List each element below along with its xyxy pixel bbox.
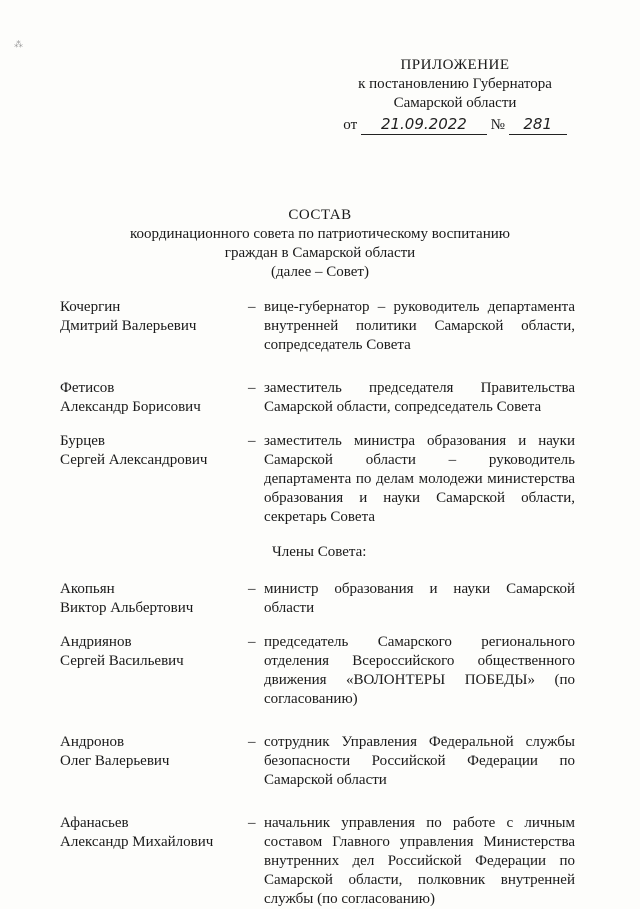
dash: –: [248, 433, 256, 449]
dash: –: [248, 581, 256, 597]
members-heading: Члены Совета:: [272, 544, 367, 560]
member-role: председатель Самарского регионального отделения Всероссийского общественного движения «ВОЛОНТЕРЫ ПОБЕДЫ» (по согласованию): [264, 634, 575, 707]
member-row: [60, 298, 575, 355]
number-label: №: [490, 117, 505, 133]
heading-title: СОСТАВ: [288, 207, 352, 223]
member-name: Бурцев Сергей Александрович: [60, 433, 208, 468]
member-role: сотрудник Управления Федеральной службы безопасности Российской Федерации по Самарской области: [264, 734, 575, 788]
member-role: министр образования и науки Самарской области: [264, 581, 575, 616]
member-name: Андронов Олег Валерьевич: [60, 734, 170, 769]
member-name: Фетисов Александр Борисович: [60, 380, 201, 415]
member-row: [60, 379, 575, 417]
document-heading: [60, 206, 580, 282]
council-composition: [60, 298, 575, 909]
scan-mark: ⁂: [14, 40, 23, 50]
dash: –: [248, 815, 256, 831]
member-row: [60, 580, 575, 618]
member-role: заместитель министра образования и науки Самарской области – руководитель департамента по делам молодежи министерства образования и науки Самарской области, секретарь Совета: [264, 433, 575, 525]
decree-date-number: [340, 115, 570, 135]
dash: –: [248, 380, 256, 396]
heading-line-2: граждан в Самарской области: [224, 245, 416, 261]
member-name: Андриянов Сергей Васильевич: [60, 634, 184, 669]
appendix-line-2: Самарской области: [393, 95, 517, 111]
appendix-title: ПРИЛОЖЕНИЕ: [400, 57, 510, 73]
member-row: [60, 633, 575, 709]
member-name: Акопьян Виктор Альбертович: [60, 581, 194, 616]
dash: –: [248, 734, 256, 750]
appendix-block: [340, 56, 570, 135]
member-row: [60, 814, 575, 909]
member-role: вице-губернатор – руководитель департамента внутренней политики Самарской области, сопредседатель Совета: [264, 299, 575, 353]
from-label: от: [343, 117, 358, 133]
appendix-line-1: к постановлению Губернатора: [358, 76, 552, 92]
handwritten-number: 281: [509, 115, 567, 135]
dash: –: [248, 299, 256, 315]
member-name: Кочергин Дмитрий Валерьевич: [60, 299, 197, 334]
heading-line-1: координационного совета по патриотическому воспитанию: [130, 226, 510, 242]
member-row: [60, 733, 575, 790]
member-name: Афанасьев Александр Михайлович: [60, 815, 214, 850]
heading-line-3: (далее – Совет): [271, 264, 369, 280]
member-role: начальник управления по работе с личным составом Главного управления Министерства внутренних дел Российской Федерации по Самарской области, полковник внутренней службы (по согласованию): [264, 815, 575, 907]
handwritten-date: 21.09.2022: [361, 115, 487, 135]
member-role: заместитель председателя Правительства Самарской области, сопредседатель Совета: [264, 380, 575, 415]
dash: –: [248, 634, 256, 650]
member-row: [60, 432, 575, 527]
